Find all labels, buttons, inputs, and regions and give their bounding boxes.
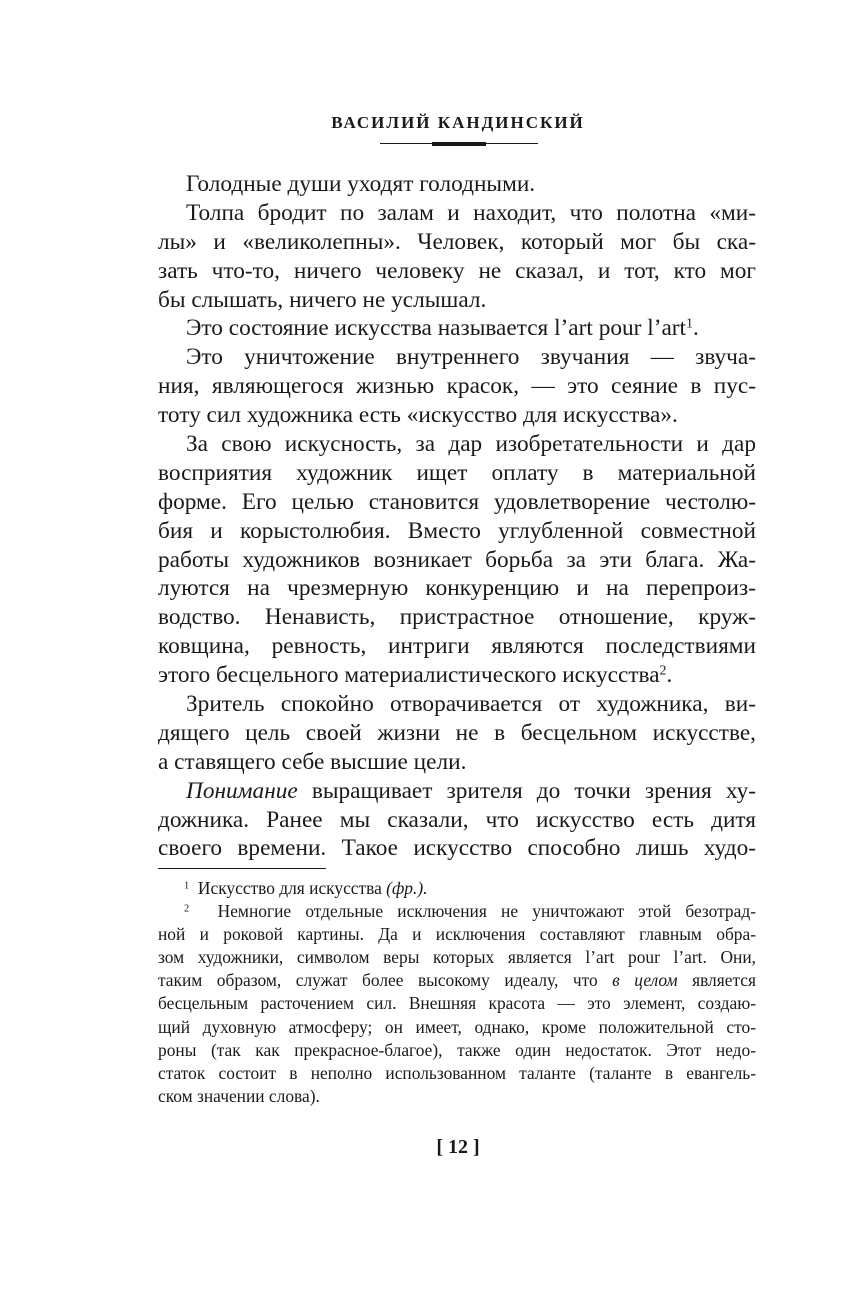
text-line: луются на чрезмерную конкуренцию и на перепроиз- xyxy=(158,575,756,602)
footnote-ref: 1 xyxy=(686,316,694,332)
paragraph xyxy=(158,777,756,864)
footnote-text: является xyxy=(677,970,756,991)
text-line: форме. Его целью становится удовлетворение честолю- xyxy=(158,488,756,515)
text-line: Толпа бродит по залам и находит, что полотна «ми- xyxy=(186,199,756,226)
text-line: бы слышать, ничего не услышал. xyxy=(158,286,487,313)
text-line: ния, являющегося жизнью красок, — это сеяние в пус- xyxy=(158,373,756,400)
footnote-text: таким образом, служат более высокому идеалу, что xyxy=(158,970,613,991)
footnote-line xyxy=(158,969,756,992)
text-line: Голодные души уходят голодными. xyxy=(186,171,536,197)
footnote-2 xyxy=(158,900,756,1108)
page-number: [ 12 ] xyxy=(436,1136,480,1158)
running-head-rule-accent xyxy=(432,142,486,146)
footnote-mark: 2 xyxy=(184,903,190,915)
footnote-text: Немногие отдельные исключения не уничтожают этой безотрад- xyxy=(217,901,756,922)
paragraph xyxy=(158,199,756,315)
running-head: ВАСИЛИЙ КАНДИНСКИЙ xyxy=(331,113,585,132)
text-line xyxy=(158,777,756,806)
footnote-line xyxy=(158,900,756,923)
paragraph xyxy=(158,343,756,430)
main-text xyxy=(158,170,756,863)
text-line: своего времени. Такое искусство способно лишь худо- xyxy=(158,835,756,862)
footnote-emphasis: в целом xyxy=(612,970,678,991)
text-line: Зритель спокойно отворачивается от художника, ви- xyxy=(186,691,756,718)
footnote-line: ском значении слова). xyxy=(158,1085,320,1106)
paragraph xyxy=(158,314,756,343)
text-line: ковщина, ревность, интриги являются последствиями xyxy=(158,633,756,660)
text-line: тоту сил художника есть «искусство для искусства». xyxy=(158,402,678,429)
text-line: Это уничтожение внутреннего звучания — звуча- xyxy=(186,344,756,371)
paragraph xyxy=(158,690,756,777)
emphasis: Понимание xyxy=(186,777,298,804)
paragraph xyxy=(158,170,756,199)
footnote-ref: 2 xyxy=(659,663,667,679)
text-line: За свою искусность, за дар изобретательности и дар xyxy=(186,431,756,458)
text-line: дожника. Ранее мы сказали, что искусство есть дитя xyxy=(158,806,756,833)
footnote-line: бесцельным расточением сил. Внешняя красота — это элемент, создаю- xyxy=(158,993,756,1014)
footnote-line: щий духовную атмосферу; он имеет, однако, кроме положительной сто- xyxy=(158,1016,756,1037)
text-line: лы» и «великолепны». Человек, который мог бы ска- xyxy=(158,228,756,255)
text-line: восприятия художник ищет оплату в материальной xyxy=(158,459,756,486)
text-line: работы художников возникает борьба за эти блага. Жа- xyxy=(158,546,756,573)
text-line: дящего цель своей жизни не в бесцельном искусстве, xyxy=(158,719,756,746)
footnote-line: ной и роковой картины. Да и исключения составляют главным обра- xyxy=(158,924,756,945)
footnote-rule xyxy=(158,868,326,869)
text-segment: этого бесцельного материалистического искусства xyxy=(158,662,660,689)
footnote-emphasis: (фр.). xyxy=(386,878,428,898)
footnotes xyxy=(158,877,756,1108)
text-segment: Это состояние искусства называется l’art pour l’art xyxy=(186,315,687,342)
footnote-line: статок состоит в неполно использованном таланте (таланте в евангель- xyxy=(158,1062,756,1083)
footnote-1 xyxy=(158,877,756,900)
footnote-line: зом художники, символом веры которых является l’art pour l’art. Они, xyxy=(158,947,756,968)
text-line: этого бесцельного материалистического искусства$^2$. xyxy=(158,662,673,689)
footnote-text: Искусство для искусства xyxy=(197,878,387,898)
text-segment: выращивает зрителя до точки зрения ху- xyxy=(297,777,756,804)
text-line: бия и корыстолюбия. Вместо углубленной совместной xyxy=(158,517,756,544)
text-line: а ставящего себе высшие цели. xyxy=(158,748,467,775)
footnote-line xyxy=(158,877,756,900)
footnote-mark: 1 xyxy=(184,880,190,892)
text-line: Это состояние искусства называется l’art pour l’art$^1$. xyxy=(186,315,699,342)
text-line: водство. Ненависть, пристрастное отношение, круж- xyxy=(158,604,756,631)
text-line: зать что-то, ничего человеку не сказал, и тот, кто мог xyxy=(158,257,756,284)
paragraph xyxy=(158,430,756,690)
footnote-line: роны (так как прекрасное-благое), также один недостаток. Этот недо- xyxy=(158,1039,756,1060)
